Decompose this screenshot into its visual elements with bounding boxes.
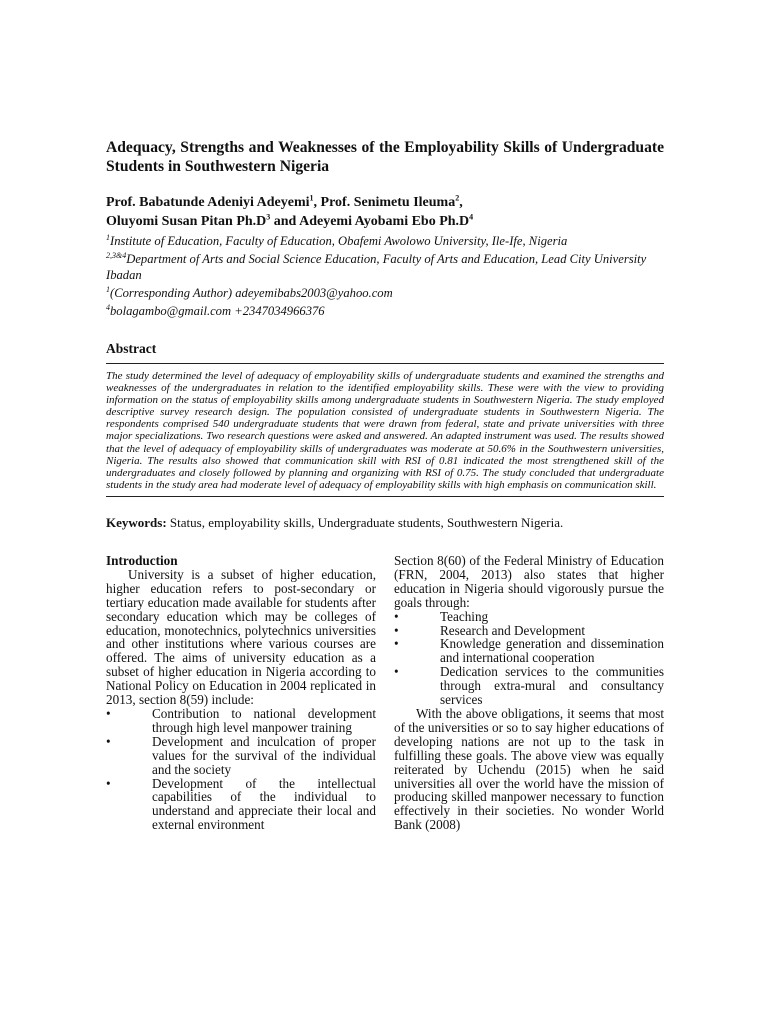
list-item-text: Teaching <box>440 608 489 624</box>
list-item <box>106 707 376 735</box>
abstract-top-rule <box>106 363 664 364</box>
author-sup: 3 <box>266 212 271 222</box>
list-item <box>394 624 664 638</box>
intro-paragraph: University is a subset of higher education, higher education refers to post-secondary or tertiary education made available for students after secondary education which may be colleges of education, monotechnics, polytechnics universities and other institutions where various courses are offered. The aims of university education as a subset of higher education in Nigeria according to National Policy on Education in 2004 replicated in 2013, section 8(59) include: <box>106 566 376 708</box>
left-column <box>106 554 376 832</box>
list-item-text: Development of the intellectual capabilities of the individual to understand and appreciate their local and external environment <box>152 775 376 833</box>
section-paragraph: With the above obligations, it seems that most of the universities or so to say higher educations of developing nations are not up to the task in fulfilling these goals. The above view was equally reiterated by Uchendu (2015) when he said universities all over the world have the mission of producing skilled manpower necessary to function effectively in their societies. No wonder World Bank (2008) <box>394 705 664 833</box>
author-separator: and <box>270 214 300 229</box>
affiliation-text: Department of Arts and Social Science Education, Faculty of Arts and Education, Lead City University Ibadan <box>106 252 647 282</box>
list-item <box>106 735 376 777</box>
list-item <box>394 610 664 624</box>
paper-title: Adequacy, Strengths and Weaknesses of the Employability Skills of Undergraduate Students in Southwestern Nigeria <box>106 139 664 175</box>
keywords-label: Keywords: <box>106 514 167 530</box>
list-item-text: Contribution to national development through high level manpower training <box>152 705 376 735</box>
affiliation-sup: 1 <box>106 232 110 242</box>
bullet-icon: • <box>394 608 399 624</box>
bullet-icon: • <box>394 636 399 652</box>
bullet-icon: • <box>106 733 111 749</box>
right-column <box>394 554 664 832</box>
list-item <box>394 637 664 665</box>
paper-header <box>106 138 664 531</box>
author-sup: 1 <box>309 193 314 203</box>
section-paragraph: Section 8(60) of the Federal Ministry of Education (FRN, 2004, 2013) also states that higher education in Nigeria should vigorously pursue the goals through: <box>394 553 664 610</box>
author-name: Prof. Senimetu Ileuma <box>320 195 456 210</box>
author-name: Prof. Babatunde Adeniyi Adeyemi <box>106 195 310 210</box>
bullet-icon: • <box>106 775 111 791</box>
author-sup: 2 <box>455 193 460 203</box>
affiliation-text: bolagambo@gmail.com +2347034966376 <box>110 304 325 318</box>
author-separator: , <box>459 195 463 210</box>
goals-list <box>394 610 664 707</box>
corresponding-author <box>106 285 664 301</box>
affiliation-line <box>106 233 664 249</box>
author-list <box>106 193 664 231</box>
affiliation-text: (Corresponding Author) adeyemibabs2003@yahoo.com <box>110 286 393 300</box>
author-name: Adeyemi Ayobami Ebo Ph.D <box>299 214 470 229</box>
list-item-text: Knowledge generation and dissemination and international cooperation <box>440 636 664 666</box>
affiliation-sup: 2,3&4 <box>106 250 127 260</box>
author-name: Oluyomi Susan Pitan Ph.D <box>106 214 267 229</box>
abstract-text: The study determined the level of adequacy of employability skills of undergraduate students and examined the strengths and weaknesses of the undergraduates in relation to the identified employability skills. These were with the view to providing information on the status of employability skills among undergraduate students in Southwestern Nigeria. The study employed descriptive survey research design. The population consisted of undergraduate students in Southwestern Nigeria. The respondents comprised 540 undergraduate students that were drawn from federal, state and private universities with three major specializations. Two research questions were asked and answered. An adapted instrument was used. The results showed that the level of adequacy of employability skills of undergraduates was moderate at 50.6% in the Southwestern universities, Nigeria. The results also showed that communication skill with RSI of 0.81 indicated the most strengthened skill of the undergraduates and closely followed by planning and organizing with RSI of 0.75. The study concluded that undergraduate students in the study area had moderate level of adequacy of employability skills with high emphasis on communication skill. <box>106 370 664 491</box>
list-item-text: Research and Development <box>440 622 586 638</box>
bullet-icon: • <box>394 664 399 680</box>
list-item-text: Development and inculcation of proper values for the survival of the individual and the society <box>152 733 376 777</box>
section-heading-introduction: Introduction <box>106 553 178 568</box>
abstract-heading: Abstract <box>106 341 157 356</box>
bullet-icon: • <box>394 622 399 638</box>
affiliation-sup: 4 <box>106 302 110 312</box>
aims-list <box>106 707 376 832</box>
contact-line <box>106 303 664 319</box>
affiliation-line <box>106 251 664 283</box>
list-item-text: Dedication services to the communities through extra-mural and consultancy services <box>440 664 664 708</box>
author-separator: , <box>313 195 321 210</box>
affiliation-sup: 1 <box>106 284 110 294</box>
author-sup: 4 <box>469 212 474 222</box>
abstract-bottom-rule <box>106 496 664 497</box>
list-item <box>394 665 664 707</box>
keywords-line <box>106 515 664 531</box>
keywords-text: Status, employability skills, Undergraduate students, Southwestern Nigeria. <box>166 514 564 530</box>
bullet-icon: • <box>106 705 111 721</box>
affiliation-text: Institute of Education, Faculty of Education, Obafemi Awolowo University, Ile-Ife, Nigeria <box>110 234 568 248</box>
list-item <box>106 777 376 833</box>
